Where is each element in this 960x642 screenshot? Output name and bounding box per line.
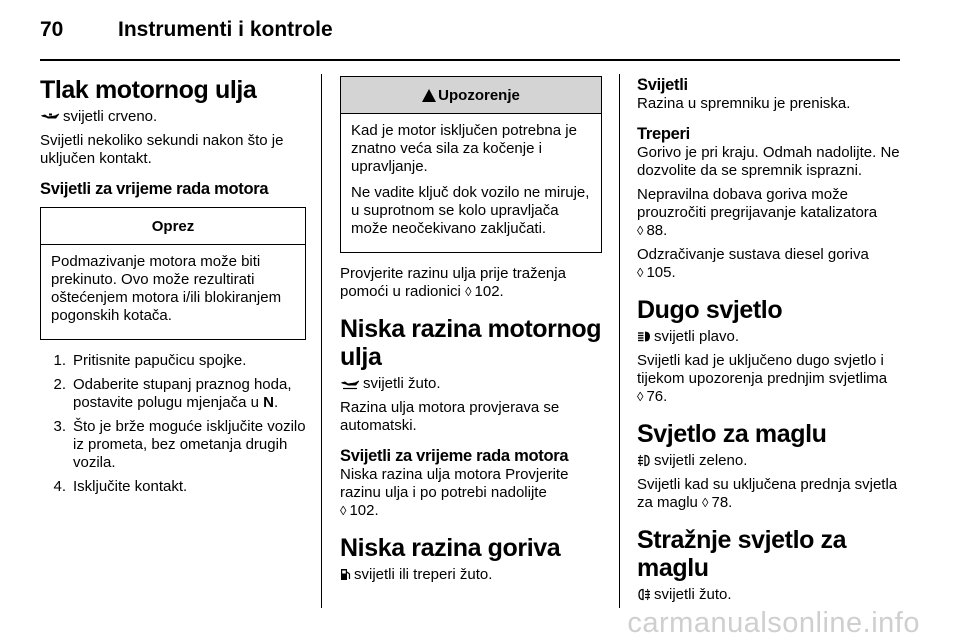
svijetli-paragraph: Razina u spremniku je preniska.	[637, 95, 851, 112]
low-oil-paragraph: Niska razina ulja motora Provjerite razinu ulja i po potrebi nadolijte ◊ 102.	[340, 466, 569, 519]
low-fuel-icon-line: svijetli ili treperi žuto.	[340, 566, 602, 584]
dobava-paragraph: Nepravilna dobava goriva može prouzročiti pregrijavanje katalizatora ◊ 88.	[637, 186, 878, 239]
section-title-fog-light: Svjetlo za maglu	[637, 420, 827, 448]
column-2	[340, 76, 602, 590]
caution-body: Podmazivanje motora može biti prekinuto. Ovo može rezultirati oštećenjem motora i/ili blokiranjem pogonskih kotača.	[51, 253, 282, 324]
low-oil-auto-paragraph: Razina ulja motora provjerava se automatski.	[340, 399, 560, 434]
list-item: 4. Isključite kontakt.	[53, 478, 188, 495]
list-item: 2. Odaberite stupanj praznog hoda, postavite polugu mjenjača u N.	[53, 376, 292, 411]
page-number: 70	[40, 18, 64, 41]
section-title-oil-pressure: Tlak motornog ulja	[40, 76, 257, 104]
oil-pressure-icon-line	[40, 108, 306, 126]
column-1	[40, 76, 306, 502]
subhead-svijetli: Svijetli	[637, 76, 688, 94]
fog-light-paragraph: Svijetli kad su uključena prednja svjetla za maglu ◊ 78.	[637, 476, 898, 511]
steps-list	[40, 352, 306, 496]
front-fog-light-icon	[637, 454, 651, 467]
page-header	[0, 0, 960, 62]
high-beam-icon-line: svijetli plavo.	[637, 328, 903, 346]
check-oil-paragraph: Provjerite razinu ulja prije traženja pomoći u radionici ◊ 102.	[340, 265, 566, 300]
low-oil-icon-line: svijetli žuto.	[340, 375, 602, 393]
cross-reference-icon: ◊	[637, 389, 644, 404]
subhead-treperi: Treperi	[637, 125, 690, 143]
section-title-high-beam: Dugo svjetlo	[637, 296, 783, 324]
high-beam-icon	[637, 330, 651, 343]
watermark: carmanualsonline.info	[627, 607, 920, 639]
rear-fog-light-icon	[637, 588, 651, 601]
oil-can-icon	[40, 110, 60, 123]
oil-pressure-icon-text: svijetli crveno.	[63, 108, 158, 125]
section-title-low-fuel: Niska razina goriva	[340, 534, 561, 562]
warning-title: Upozorenje	[341, 77, 601, 114]
list-item: 3. Što je brže moguće isključite vozilo iz prometa, bez ometanja drugih vozila.	[53, 418, 306, 471]
cross-reference-icon: ◊	[340, 503, 347, 518]
rear-fog-icon-line: svijetli žuto.	[637, 586, 903, 604]
column-3	[637, 76, 903, 610]
high-beam-paragraph: Svijetli kad je uključeno dugo svjetlo i tijekom upozorenja prednjim svjetlima ◊ 76.	[637, 352, 888, 405]
caution-title: Oprez	[41, 208, 305, 245]
cross-reference-icon: ◊	[702, 495, 709, 510]
oil-level-icon	[340, 377, 360, 390]
fog-light-icon-line: svijetli zeleno.	[637, 452, 903, 470]
cross-reference-icon: ◊	[637, 223, 644, 238]
subhead-engine-running: Svijetli za vrijeme rada motora	[40, 180, 269, 198]
list-item: 1. Pritisnite papučicu spojke.	[53, 352, 247, 369]
oil-pressure-paragraph: Svijetli nekoliko sekundi nakon što je uključen kontakt.	[40, 132, 284, 167]
caution-box	[40, 207, 306, 340]
cross-reference-icon: ◊	[465, 284, 472, 299]
column-divider-1	[321, 74, 322, 608]
header-rule	[40, 59, 900, 61]
section-title-rear-fog-light: Stražnje svjetlo za maglu	[637, 526, 847, 582]
warning-para-1: Kad je motor isključen potrebna je znatno veća sila za kočenje i upravljanje.	[351, 122, 577, 175]
treperi-paragraph: Gorivo je pri kraju. Odmah nadolijte. Ne dozvolite da se spremnik isprazni.	[637, 144, 900, 179]
warning-box	[340, 76, 602, 253]
section-title-low-oil: Niska razina motornog ulja	[340, 315, 602, 371]
fuel-pump-icon	[340, 568, 351, 581]
cross-reference-icon: ◊	[637, 265, 644, 280]
warning-triangle-icon	[422, 89, 436, 102]
warning-para-2: Ne vadite ključ dok vozilo ne miruje, u suprotnom se kolo upravljača može neočekivano zaključati.	[351, 184, 590, 237]
running-title: Instrumenti i kontrole	[118, 18, 333, 41]
column-divider-2	[619, 74, 620, 608]
subhead-engine-running-2: Svijetli za vrijeme rada motora	[340, 447, 569, 465]
odzracivanje-paragraph: Odzračivanje sustava diesel goriva ◊ 105.	[637, 246, 869, 281]
